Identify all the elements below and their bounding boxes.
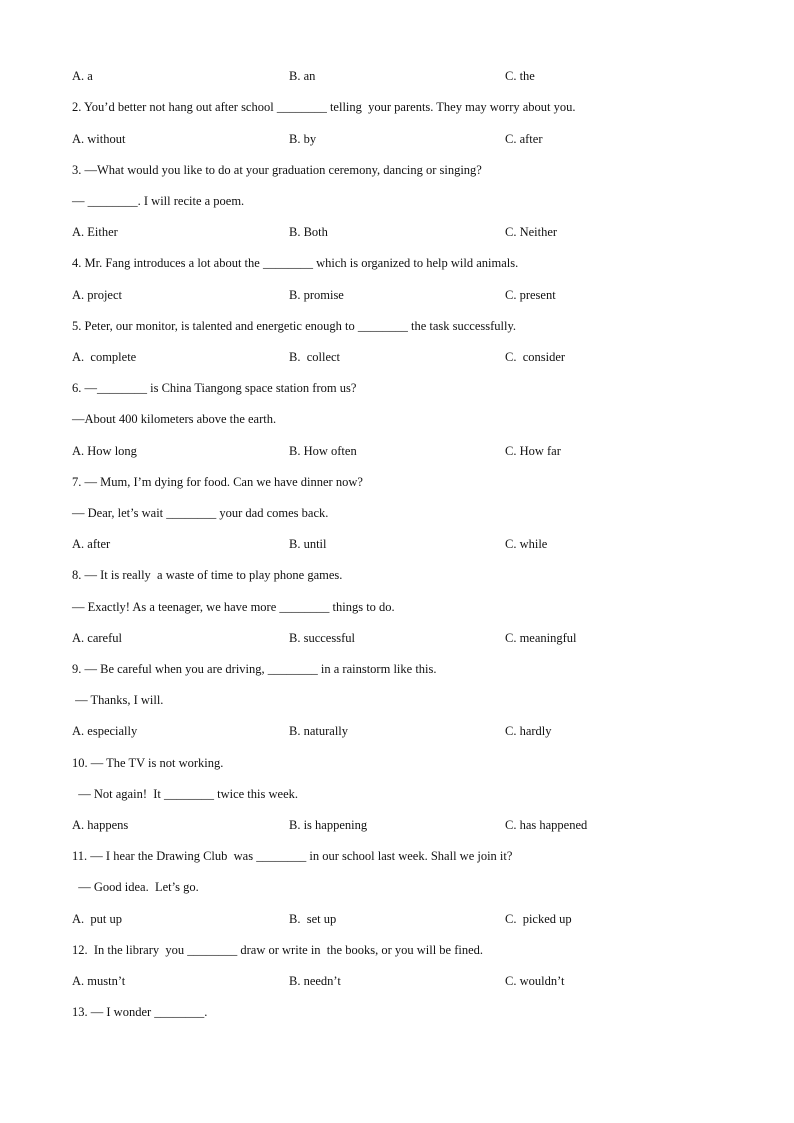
option-b: B. set up bbox=[289, 912, 337, 926]
option-b: B. How often bbox=[289, 444, 357, 458]
question-10-reply: — Not again! It ________ twice this week. bbox=[72, 787, 298, 801]
option-a: A. Either bbox=[72, 225, 118, 239]
question-8: 8. — It is really a waste of time to play phone games. bbox=[72, 568, 343, 582]
question-11-reply: — Good idea. Let’s go. bbox=[72, 880, 199, 894]
option-b: B. needn’t bbox=[289, 974, 341, 988]
question-11: 11. — I hear the Drawing Club was ________ in our school last week. Shall we join it? bbox=[72, 849, 513, 863]
option-b: B. an bbox=[289, 69, 316, 83]
option-a: A. happens bbox=[72, 818, 129, 832]
option-c: C. consider bbox=[505, 350, 566, 364]
option-a: A. especially bbox=[72, 724, 138, 738]
question-5: 5. Peter, our monitor, is talented and energetic enough to ________ the task successfully. bbox=[72, 319, 517, 333]
option-b: B. by bbox=[289, 132, 317, 146]
question-13: 13. — I wonder ________. bbox=[72, 1005, 208, 1019]
option-c: C. hardly bbox=[505, 724, 552, 738]
option-c: C. wouldn’t bbox=[505, 974, 565, 988]
question-4: 4. Mr. Fang introduces a lot about the ________ which is organized to help wild animals. bbox=[72, 256, 519, 270]
question-2: 2. You’d better not hang out after school ________ telling your parents. They may worry about you. bbox=[72, 100, 576, 114]
option-a: A. without bbox=[72, 132, 126, 146]
option-a: A. put up bbox=[72, 912, 122, 926]
option-c: C. after bbox=[505, 132, 543, 146]
option-c: C. has happened bbox=[505, 818, 588, 832]
question-7: 7. — Mum, I’m dying for food. Can we have dinner now? bbox=[72, 475, 363, 489]
question-8-reply: — Exactly! As a teenager, we have more ________ things to do. bbox=[72, 600, 395, 614]
option-a: A. careful bbox=[72, 631, 122, 645]
option-c: C. How far bbox=[505, 444, 561, 458]
option-a: A. complete bbox=[72, 350, 137, 364]
option-b: B. Both bbox=[289, 225, 328, 239]
question-3-reply: — ________. I will recite a poem. bbox=[72, 194, 245, 208]
option-a: A. project bbox=[72, 288, 122, 302]
question-9-reply: — Thanks, I will. bbox=[72, 693, 164, 707]
option-c: C. while bbox=[505, 537, 548, 551]
question-6-reply: —About 400 kilometers above the earth. bbox=[72, 412, 277, 426]
option-b: B. naturally bbox=[289, 724, 349, 738]
question-10: 10. — The TV is not working. bbox=[72, 756, 224, 770]
option-c: C. picked up bbox=[505, 912, 572, 926]
option-c: C. present bbox=[505, 288, 556, 302]
option-c: C. Neither bbox=[505, 225, 558, 239]
option-c: C. meaningful bbox=[505, 631, 577, 645]
question-9: 9. — Be careful when you are driving, ________ in a rainstorm like this. bbox=[72, 662, 437, 676]
question-6: 6. —________ is China Tiangong space station from us? bbox=[72, 381, 357, 395]
question-7-reply: — Dear, let’s wait ________ your dad comes back. bbox=[72, 506, 329, 520]
question-3: 3. —What would you like to do at your graduation ceremony, dancing or singing? bbox=[72, 163, 482, 177]
option-a: A. mustn’t bbox=[72, 974, 126, 988]
option-b: B. collect bbox=[289, 350, 341, 364]
option-a: A. How long bbox=[72, 444, 137, 458]
option-b: B. promise bbox=[289, 288, 344, 302]
option-b: B. until bbox=[289, 537, 327, 551]
question-12: 12. In the library you ________ draw or write in the books, or you will be fined. bbox=[72, 943, 484, 957]
option-a: A. after bbox=[72, 537, 111, 551]
option-b: B. successful bbox=[289, 631, 355, 645]
option-c: C. the bbox=[505, 69, 535, 83]
option-b: B. is happening bbox=[289, 818, 368, 832]
option-a: A. a bbox=[72, 69, 93, 83]
